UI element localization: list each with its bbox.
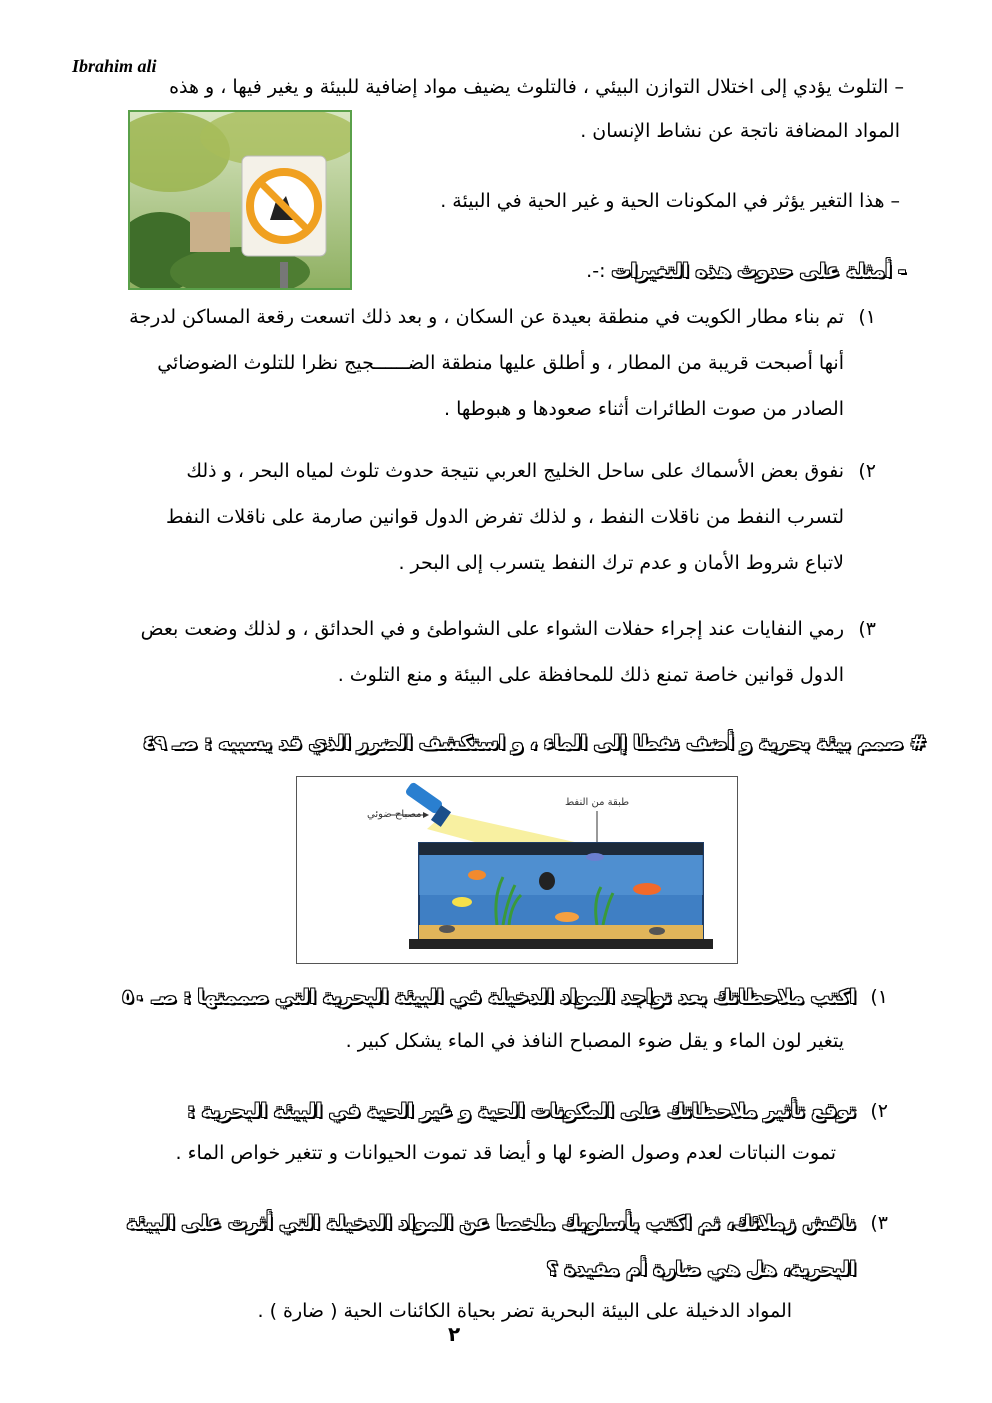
example-1-line-1: تم بناء مطار الكويت في منطقة بعيدة عن السكان ، و بعد ذلك اتسعت رقعة المساكن لدرجة: [129, 306, 844, 328]
page-number: ٢: [448, 1322, 461, 1346]
question-2-answer: تموت النباتات لعدم وصول الضوء لها و أيضا قد تموت الحيوانات و تتغير خواص الماء .: [175, 1142, 836, 1164]
intro-line-2: المواد المضافة ناتجة عن نشاط الإنسان .: [580, 120, 900, 142]
examples-heading: - أمثلة على حدوث هذه التغيرات: [611, 260, 906, 282]
example-3-number: ٣): [858, 618, 876, 640]
question-3-answer: المواد الدخيلة على البيئة البحرية تضر بحياة الكائنات الحية ( ضارة ) .: [257, 1300, 792, 1322]
example-2-line-2: لتسرب النفط من ناقلات النفط ، و لذلك تفرض الدول قوانين صارمة على ناقلات النفط: [166, 506, 844, 528]
activity-heading: # صمم بيئة بحرية و أضف نفطا إلى الماء ، و استكشف الضرر الذي قد يسببه : صـ ٤٩: [142, 732, 926, 754]
aquarium-diagram: [297, 777, 737, 963]
example-1-line-3: الصادر من صوت الطائرات أثناء صعودها و هبوطها .: [443, 398, 844, 420]
example-3-line-1: رمي النفايات عند إجراء حفلات الشواء على الشواطئ و في الحدائق ، و لذلك وضعت بعض: [140, 618, 844, 640]
no-fire-sign-icon: [130, 112, 350, 288]
question-1-text: اكتب ملاحظاتك بعد تواجد المواد الدخيلة في البيئة البحرية التي صممتها : صـ ٥٠: [122, 986, 856, 1008]
example-2-number: ٢): [858, 460, 876, 482]
question-1-number: ١): [870, 986, 888, 1008]
question-1-answer: يتغير لون الماء و يقل ضوء المصباح النافذ في الماء يشكل كبير .: [345, 1030, 844, 1052]
lamp-label: مصباح ضوئي: [367, 809, 422, 820]
question-3-text: ناقش زملائك، ثم اكتب بأسلوبك ملخصا عن المواد الدخيلة التي أثرت على البيئة: [126, 1212, 856, 1234]
example-1-number: ١): [858, 306, 876, 328]
intro-line-1: – التلوث يؤدي إلى اختلال التوازن البيئي ، فالتلوث يضيف مواد إضافية للبيئة و يغير فيها ، و هذه: [169, 76, 904, 98]
oil-label: طبقة من النفط: [564, 797, 630, 808]
aquarium-illustration: [296, 776, 738, 964]
examples-heading-suffix: :-.: [586, 260, 606, 282]
example-1-line-2: أنها أصبحت قريبة من المطار ، و أطلق عليها منطقة الضــــــجيج نظرا للتلوث الضوضائي: [157, 352, 844, 374]
question-2-number: ٢): [870, 1100, 888, 1122]
example-2-line-1: نفوق بعض الأسماك على ساحل الخليج العربي نتيجة حدوث تلوث لمياه البحر ، و ذلك: [186, 460, 844, 482]
question-3-text-line-2: البحرية، هل هي ضارة أم مفيدة ؟: [546, 1258, 856, 1280]
examples-heading-row: [586, 248, 906, 294]
author-name: Ibrahim ali: [72, 56, 157, 76]
question-3-number: ٣): [870, 1212, 888, 1234]
intro-line-3: – هذا التغير يؤثر في المكونات الحية و غير الحية في البيئة .: [440, 190, 900, 212]
example-3-line-2: الدول قوانين خاصة تمنع ذلك للمحافظة على البيئة و منع التلوث .: [337, 664, 844, 686]
no-fire-sign-photo: [128, 110, 352, 290]
question-2-text: توقع تأثير ملاحظاتك على المكونات الحية و غير الحية في البيئة البحرية :: [187, 1100, 856, 1122]
example-2-line-3: لاتباع شروط الأمان و عدم ترك النفط يتسرب إلى البحر .: [398, 552, 844, 574]
